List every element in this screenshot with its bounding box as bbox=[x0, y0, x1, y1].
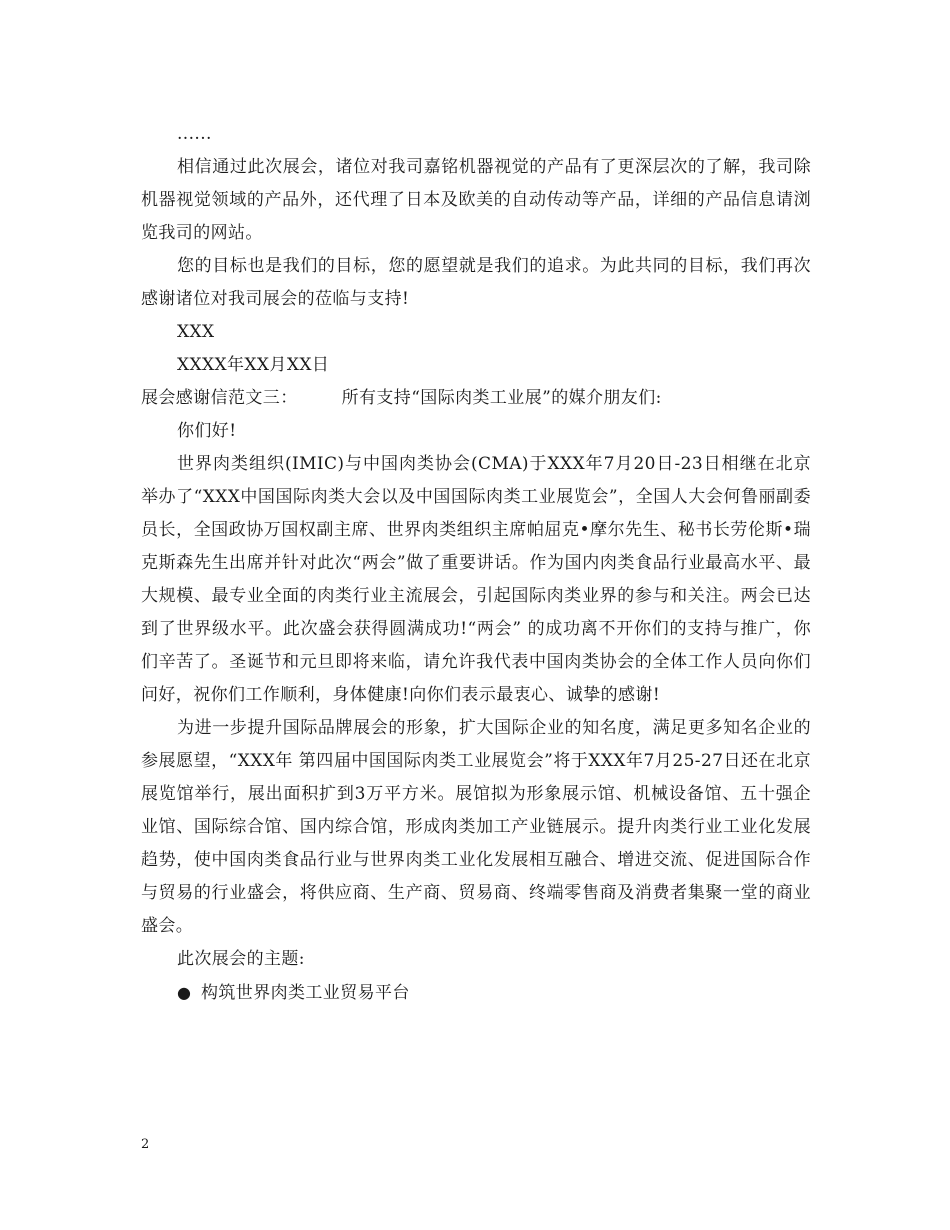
signature-name: XXX bbox=[177, 322, 215, 342]
ellipsis-line: ...... bbox=[177, 124, 212, 144]
intro-paragraph-1: 相信通过此次展会，诸位对我司嘉铭机器视觉的产品有了更深层次的了解，我司除机器视觉领域的产品外，还代理了日本及欧美的自动传动等产品，详细的产品信息请浏览我司的网站。 bbox=[141, 157, 811, 243]
bullet-item bbox=[141, 976, 811, 1010]
intro-paragraph-2: 您的目标也是我们的目标，您的愿望就是我们的追求。为此共同的目标，我们再次感谢诸位对我司展会的莅临与支持! bbox=[141, 256, 811, 309]
bullet-icon: ● bbox=[177, 983, 192, 1002]
section-title: 展会感谢信范文三： bbox=[141, 388, 298, 408]
section-heading bbox=[141, 382, 811, 415]
greeting: 你们好! bbox=[177, 421, 237, 441]
page-number: 2 bbox=[141, 1137, 150, 1152]
recipient-line: 所有支持“国际肉类工业展”的媒介朋友们: bbox=[341, 388, 662, 408]
main-paragraph-2: 为进一步提升国际品牌展会的形象，扩大国际企业的知名度，满足更多知名企业的参展愿望，“XXX年 第四届中国国际肉类工业展览会”将于XXX年7月25-27日还在北京展览馆举行，展出面积扩到3万平方米。展馆拟为形象展示馆、机械设备馆、五十强企业馆、国际综合馆、国内综合馆，形成肉类加工产业链展示。提升肉类行业工业化发展趋势，使中国肉类食品行业与世界肉类工业化发展相互融合、增进交流、促进国际合作与贸易的行业盛会，将供应商、生产商、贸易商、终端零售商及消费者集聚一堂的商业盛会。 bbox=[141, 718, 811, 936]
signature-date: XXXX年XX月XX日 bbox=[177, 355, 330, 375]
document-body bbox=[141, 118, 811, 1010]
bullet-text: 构筑世界肉类工业贸易平台 bbox=[201, 983, 410, 1003]
theme-label: 此次展会的主题: bbox=[177, 949, 305, 969]
main-paragraph-1: 世界肉类组织(IMIC)与中国肉类协会(CMA)于XXX年7月20日-23日相继在北京举办了“XXX中国国际肉类大会以及中国国际肉类工业展览会”，全国人大会何鲁丽副委员长，全国政协万国权副主席、世界肉类组织主席帕屈克•摩尔先生、秘书长劳伦斯•瑞克斯森先生出席并针对此次“两会”做了重要讲话。作为国内肉类食品行业最高水平、最大规模、最专业全面的肉类行业主流展会，引起国际肉类业界的参与和关注。两会已达到了世界级水平。此次盛会获得圆满成功!“两会” 的成功离不开你们的支持与推广，你们辛苦了。圣诞节和元旦即将来临，请允许我代表中国肉类协会的全体工作人员向你们问好，祝你们工作顺利，身体健康!向你们表示最衷心、诚挚的感谢! bbox=[141, 454, 811, 705]
